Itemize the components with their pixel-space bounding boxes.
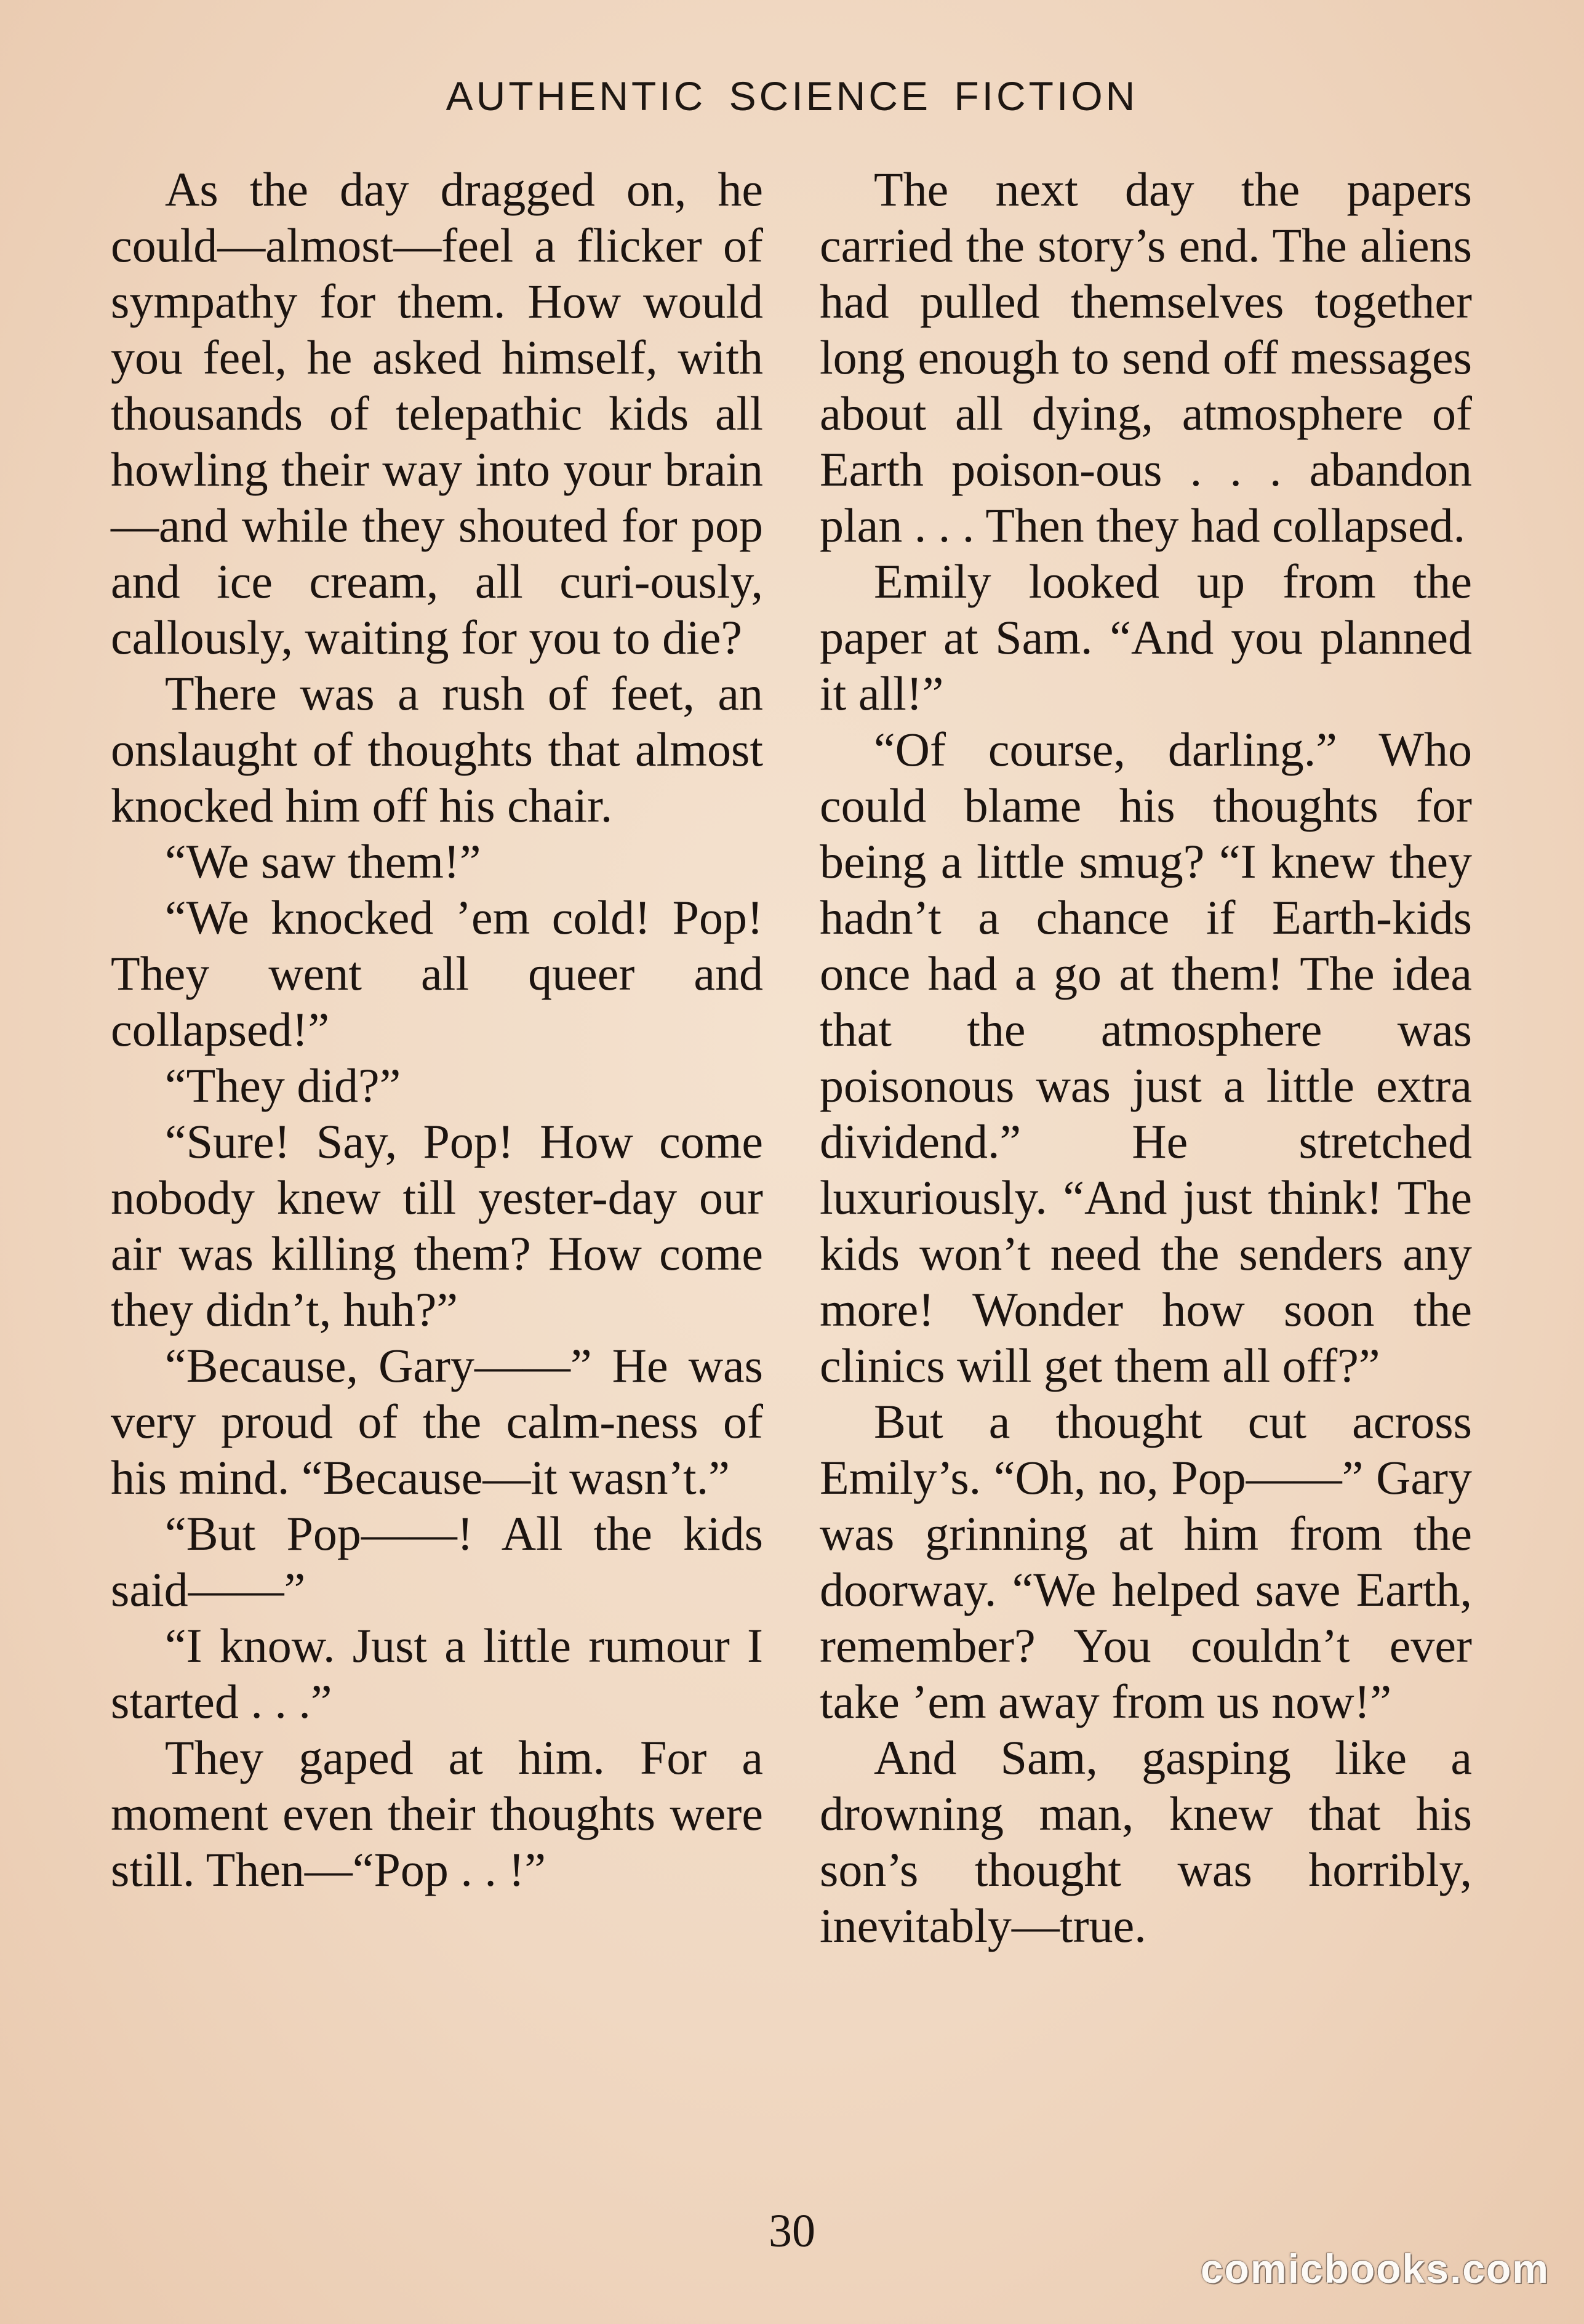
paragraph: “Because, Gary——” He was very proud of the calm-ness of his mind. “Because—it wasn’t.” [111,1339,763,1504]
running-title: AUTHENTIC SCIENCE FICTION [446,73,1138,119]
paragraph: The next day the papers carried the story’s end. The aliens had pulled themselves together long enough to send off messages about all dying, atmosphere of Earth poison-ous . . . abandon plan . . . Then they had collapsed. [820,162,1472,552]
paragraph: “But Pop——! All the kids said——” [111,1507,763,1616]
watermark: comicbooks.com [1200,2246,1550,2291]
paragraph: But a thought cut across Emily’s. “Oh, no, Pop——” Gary was grinning at him from the doorway. “We helped save Earth, remember? You couldn’t ever take ’em away from us now!” [820,1395,1472,1728]
paragraph: “We knocked ’em cold! Pop! They went all queer and collapsed!” [111,891,763,1056]
left-column [111,161,763,1897]
paragraph: “Of course, darling.” Who could blame his thoughts for being a little smug? “I knew they hadn’t a chance if Earth-kids once had a go at them! The idea that the atmosphere was poisonous was just a little extra dividend.” He stretched luxuriously. “And just think! The kids won’t need the senders any more! Wonder how soon the clinics will get them all off?” [820,723,1472,1392]
paragraph: As the day dragged on, he could—almost—feel a flicker of sympathy for them. How would you feel, he asked himself, with thousands of telepathic kids all howling their way into your brain—and while they shouted for pop and ice cream, all curi-ously, callously, waiting for you to die? [111,162,763,664]
paragraph: They gaped at him. For a moment even their thoughts were still. Then—“Pop . . !” [111,1731,763,1896]
paragraph: There was a rush of feet, an onslaught of thoughts that almost knocked him off his chair. [111,667,763,832]
paragraph: “They did?” [165,1059,401,1112]
paragraph: Emily looked up from the paper at Sam. “And you planned it all!” [820,555,1472,720]
paragraph: “We saw them!” [165,835,481,888]
page-number: 30 [769,2205,815,2257]
paragraph: And Sam, gasping like a drowning man, knew that his son’s thought was horribly, inevitably—true. [820,1731,1472,1952]
paragraph: “I know. Just a little rumour I started . . .” [111,1619,763,1728]
right-column [820,161,1472,1953]
paragraph: “Sure! Say, Pop! How come nobody knew till yester-day our air was killing them? How come they didn’t, huh?” [111,1115,763,1336]
